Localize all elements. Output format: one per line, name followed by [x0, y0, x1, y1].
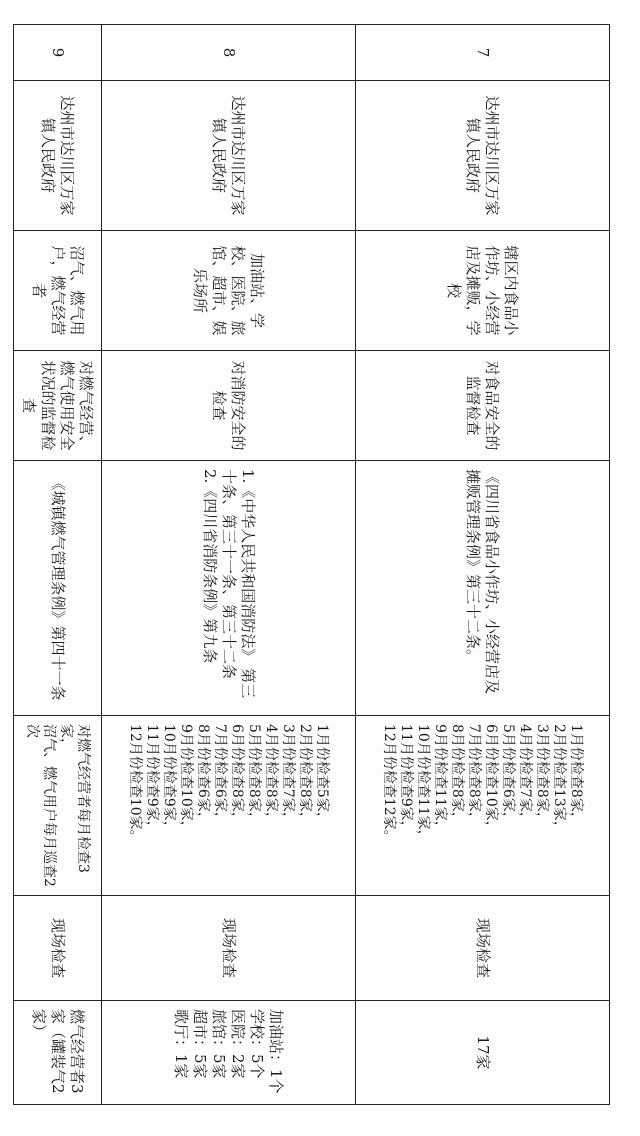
table-row — [102, 25, 356, 1105]
monthly-plan-cell — [356, 716, 610, 896]
text-line: 6月份检查10家， — [483, 724, 500, 835]
inspection-method-cell: 现场检查 — [102, 896, 356, 1001]
text-line: 8月份检查8家， — [449, 724, 466, 826]
inspection-count-lines: 燃气经营者3家（罐装气2家） — [30, 1009, 86, 1094]
inspection-object-cell: 沼气、燃气用户，燃气经营者 — [14, 231, 102, 351]
legal-basis-cell: 《四川省食品小作坊、小经营店及摊贩管理条例》第三十二条。 — [356, 461, 610, 716]
inspection-object-cell: 加油站、学校、医院、旅馆、超市、娱乐场所 — [102, 231, 356, 351]
inspection-object-cell: 辖区内食品小作坊、小经营店及摊贩，学校 — [356, 231, 610, 351]
inspection-count-cell — [102, 1001, 356, 1105]
inspection-method-cell: 现场检查 — [14, 896, 102, 1001]
inspection-count-lines — [473, 1009, 492, 1096]
inspection-item-cell: 对燃气经营、燃气使用安全状况的监督检查 — [14, 351, 102, 461]
text-line: 4月份检查7家， — [517, 724, 534, 826]
text-line: 5月份检查6家， — [500, 724, 517, 826]
text-line: 11月份检查9家， — [398, 724, 415, 835]
legal-basis-cell: 1.《中华人民共和国消防法》 第三十条、第三十一条、第三十二条 2.《四川省消防条例》第九条 — [102, 461, 356, 716]
text-line: 17家 — [474, 1035, 492, 1070]
text-line: 加油站：1个 — [267, 1009, 286, 1094]
legal-basis-cell: 《城镇燃气管理条例》第四十一条 — [14, 461, 102, 716]
row-number: 8 — [102, 25, 356, 81]
text-line: 8月份检查6家， — [195, 724, 212, 826]
row-number: 7 — [356, 25, 610, 81]
text-line: 医院：2家 — [229, 1009, 248, 1079]
text-line: 2月份检查8家， — [297, 724, 314, 826]
monthly-plan-lines — [381, 724, 585, 887]
inspection-count-lines — [172, 1009, 286, 1096]
text-line: 11月份检查9家， — [144, 724, 161, 835]
inspection-item-cell: 对食品安全的监督检查 — [356, 351, 610, 461]
monthly-plan-lines — [127, 724, 331, 887]
department-cell: 达州市达川区万家镇人民政府 — [14, 81, 102, 231]
text-line: 学校：5个 — [248, 1009, 267, 1079]
text-line: 歌厅：1家 — [172, 1009, 191, 1079]
text-line: 6月份检查8家， — [229, 724, 246, 826]
monthly-plan-lines: 对燃气经营者每月检查3家， 沼气、燃气用户每月巡查2次 — [24, 724, 92, 887]
text-line: 12月份检查10家。 — [127, 724, 144, 844]
rotated-table-sheet — [14, 24, 610, 1104]
text-line: 超市：5家 — [191, 1009, 210, 1079]
text-line: 4月份检查8家， — [263, 724, 280, 826]
text-line: 1月份检查5家， — [314, 724, 331, 826]
text-line: 10月份检查9家， — [161, 724, 178, 835]
text-line: 5月份检查8家， — [246, 724, 263, 826]
text-line: 9月份检查10家， — [178, 724, 195, 835]
row-number: 9 — [14, 25, 102, 81]
text-line: 10月份检查11家， — [415, 724, 432, 844]
text-line: 9月份检查11家， — [432, 724, 449, 835]
inspection-method-cell: 现场检查 — [356, 896, 610, 1001]
text-line: 7月份检查8家， — [466, 724, 483, 826]
monthly-plan-cell — [14, 716, 102, 896]
table-row — [14, 25, 102, 1105]
department-cell: 达州市达川区万家镇人民政府 — [356, 81, 610, 231]
text-line: 12月份检查12家。 — [381, 724, 398, 844]
inspection-plan-table — [13, 24, 610, 1105]
text-line: 1月份检查8家， — [568, 724, 585, 826]
monthly-plan-cell — [102, 716, 356, 896]
text-line: 2月份检查13家， — [551, 724, 568, 835]
inspection-count-cell — [14, 1001, 102, 1105]
inspection-item-cell: 对消防安全的检查 — [102, 351, 356, 461]
table-row — [356, 25, 610, 1105]
department-cell: 达州市达川区万家镇人民政府 — [102, 81, 356, 231]
text-line: 7月份检查6家， — [212, 724, 229, 826]
text-line: 3月份检查8家， — [534, 724, 551, 826]
text-line: 3月份检查7家， — [280, 724, 297, 826]
text-line: 旅馆：5家 — [210, 1009, 229, 1079]
inspection-count-cell — [356, 1001, 610, 1105]
